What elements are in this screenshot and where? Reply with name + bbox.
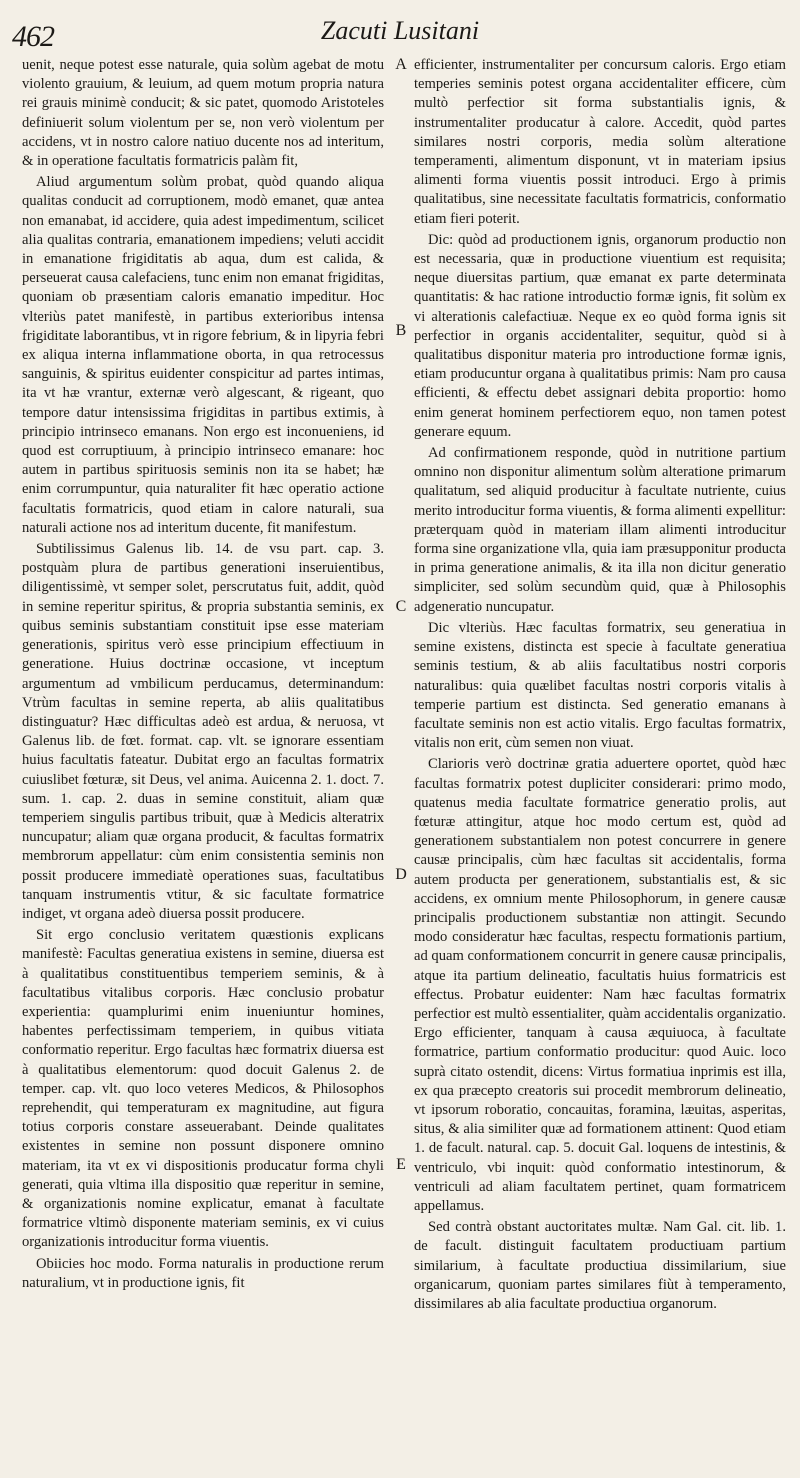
paragraph: uenit, neque potest esse naturale, quia solùm agebat de motu violento grauium, & leuium, ad quem motum propria natura rei grauis minimè conducit; & sic patet, quomodo Aristoteles definiuerit solum violentum per se, non verò violentum per accidens, vt in nostro calore natiuo ducente nos ad interitum, & in operatione facultatis formatricis palàm fit, — [22, 57, 384, 170]
page-number: 462 — [12, 20, 54, 53]
left-column — [22, 56, 384, 1293]
paragraph: Dic: quòd ad productionem ignis, organorum productio non est necessaria, quæ in productione viuentium est requisita; neque diuersitas partium, quæ emanat ex parte determinata quantitatis: & hac ratione introductio formæ ignis, fit solùm ex vi alterationis calefactiuæ. Neque ex eo quòd forma ignis sit perfectior in organis accidentaliter, sequitur, quòd si à qualitatibus disponitur materia pro introductione formæ ignis, etiam producuntur organa à qualitatibus primis: Nam pro causa efficienti, & effectu debet assignari debita proportio: homo enim generat hominem perfectiorem equo, non tamen potest generare equum. — [414, 231, 786, 440]
right-column — [414, 56, 786, 1314]
running-head: Zacuti Lusitani — [320, 16, 480, 45]
paragraph: Dic vlteriùs. Hæc facultas formatrix, seu generatiua in semine existens, distincta est specie à facultate generatiua seminis testium, & ab aliis facultatibus nostri corporis naturalibus: quia quælibet facultas nostri corporis vitalis à temperie partium est distincta. Sed generatio emanans à facultate seminis non est actio vitalis. Ergo facultas formatrix, vitalis non erit, cùm semen non viuat. — [414, 619, 786, 752]
margin-letter-b: B — [395, 322, 407, 339]
paragraph: Ad confirmationem responde, quòd in nutritione partium omnino non disponitur alimentum solùm alteratione primarum qualitatum, sed aliquid producitur à facultate nutriente, cuius merito introducitur forma viuentis, & forma alimenti expellitur: præterquam quòd in materiam illam alimenti introducitur forma sine organizatione vlla, quia iam præsupponitur producta in prima generatione animalis, & ita illa non dicitur generatio simpliciter, sed solùm secundùm quid, quæ à Philosophis adgeneratio nuncupatur. — [414, 445, 786, 615]
paragraph: Sit ergo conclusio veritatem quæstionis explicans manifestè: Facultas generatiua existens in semine, diuersa est à qualitatibus constituentibus temperiem seminis, & à facultatibus vitalibus corporis. Hæc conclusio probatur experientia: quamplurimi enim inueniuntur homines, habentes perfectissimam temperiem, in quibus vitiata conformatio reperitur. Ergo facultas hæc formatrix diuersa est à qualitatibus elementorum: quod docuit Galenus 2. de temper. cap. vlt. quo loco veteres Medicos, & Philosophos reprehendit, qui temperaturam ex magnitudine, aut figura totius corporis constare asseuerabant. Deinde qualitates existentes in semine non possunt disponere omnino materiam, ita vt ex vi dispositionis producatur forma chyli generati, quia vltima illa dispositio quæ reperitur in semine, & organizationis nomine explicatur, emanat à facultate formatrice vltimò disponente materiam seminis, ex vi cuius organizationis introducitur forma viuentis. — [22, 927, 384, 1251]
paragraph: Sed contrà obstant auctoritates multæ. Nam Gal. cit. lib. 1. de facult. distinguit facultatem productiuam partium similarium, à facultate productiua dissimilarium, siue organicarum, quoniam partes similares fiùt à temperamento, dissimilares ab alia facultate productiua organorum. — [414, 1219, 786, 1312]
paragraph: Obiicies hoc modo. Forma naturalis in productione rerum naturalium, vt in productione ignis, fit — [22, 1255, 384, 1291]
paragraph: Subtilissimus Galenus lib. 14. de vsu part. cap. 3. postquàm plura de partibus generationi inseruientibus, diligentissimè, vt semper solet, perscrutatus fuit, addit, quòd in semine reperitur spiritus, & propria substantia seminis, ex quibus seminis substantiam constituit ipse esse materiam generationis, spiritus verò esse principium effectiuum in generatione. Huius doctrinæ occasione, vt inceptum argumentum ad vmbilicum perducamus, determinandum: Vtrùm facultas in semine reperta, ab aliis qualitatibus distinguatur? Hæc difficultas adeò est ardua, & neruosa, vt Galenus lib. de fœt. format. cap. vlt. se ignorare essentiam huius facultatis fateatur. Dubitat ergo an facultas formatrix cuiuslibet fœturæ, sit Deus, vel anima. Auicenna 2. 1. doct. 7. sum. 1. cap. 2. duas in semine constituit, aliam quæ temperiem singulis partibus tribuit, quæ à Medicis alteratrix nuncupatur; aliam quæ organa producit, & facultas formatrix membrorum appellatur: cùm enim consistentia seminis non possit producere immediatè operationes suas, facultatibus tanquam instrumentis vtitur, & sic facultate formatrice indiget, vt organa adeò diuersa possit producere. — [22, 541, 384, 922]
paragraph: efficienter, instrumentaliter per concursum caloris. Ergo etiam temperies seminis potest organa accidentaliter efficere, cùm multò perfectior sit forma substantialis ignis, & instrumentaliter producatur à calore. Accedit, quòd partes similares nostri corporis, media solùm alteratione temperamenti, alimentum disponunt, vt in materiam ipsius alimenti forma viuentis possit introduci. Ergo à primis qualitatibus, sine necessitate facultatis formatricis, conformatio etiam fieri poterit. — [414, 57, 786, 227]
margin-letter-d: D — [395, 866, 407, 883]
margin-letter-e: E — [396, 1156, 406, 1173]
margin-letter-c: C — [395, 598, 407, 615]
paragraph: Aliud argumentum solùm probat, quòd quando aliqua qualitas conducit ad corruptionem, modò emanet, quæ antea non emanabat, id accidere, quia adest impedimentum, scilicet alia qualitas contraria, emanationem impediens; veluti accidit in emanatione frigiditatis ab aqua, dum est calida, & perseuerat causa calefaciens, tunc enim non emanat frigiditas, quoniam ob præsentiam caloris emanatio impeditur. Hoc vlteriùs patet manifestè, in partibus exterioribus intensa frigiditate laborantibus, vt in rigore febrium, & in lipyria febri ex aliqua interna inflammatione oborta, in qua retrocessus sanguinis, & spiritus euidenter conspicitur ad partes intimas, ita vt hæ vrantur, externæ verò algescant, & rigeant, quo tempore datur intensissima frigiditas in partibus extimis, à principio intrinseco emanans. Non ergo est inconueniens, id quod est corruptiuum, à principio intrinseco emanare: hoc autem in partibus spirituosis seminis non ita se habet; hæ enim corrumpuntur, quia naturaliter fit hæc operatio actione facultatis formatricis, quod etiam in calore naturali, sua naturali actione nos ad interitum ducente, fit manifestum. — [22, 174, 384, 536]
page-header — [0, 6, 800, 54]
paragraph: Clarioris verò doctrinæ gratia aduertere oportet, quòd hæc facultas formatrix potest dupliciter considerari: primo modo, quatenus media facultate formatrice generatio prolis, aut fœturæ attingitur, atque hoc modo certum est, quòd ad generationem substantialem non potest concurrere in genere causæ principalis, cùm hæc facultas sit accidentalis, forma autem producta per generationem, substantialis est, & sic accidens, ex omnium mente Philosophorum, in genere causæ principalis productionem substantiæ non attingit. Secundo modo consideratur hæc facultas, respectu formationis partium, ad quam conformationem concurrit in genere causæ principalis, atque ita partium delineatio, facultatis huius formatricis est effectus. Probatur euidenter: Nam hæc facultas formatrix perfectior est multò essentialiter, quàm accidentalis organizatio. Ergo efficienter, tanquam à causa æquiuoca, à facultate formatrice, partium conformatio producitur: quod Auic. loco suprà citato ostendit, dicens: Virtus formatiua inprimis est illa, ex qua præcepto creatoris sui procedit membrorum delineatio, vt ipsorum roboratio, concauitas, foramina, læuitas, asperitas, situs, & alia similiter quæ ad formationem attinent: Quod etiam 1. de facult. natural. cap. 5. docuit Gal. loquens de intestinis, & ventriculo, vbi inquit: quòd conformatio intestinorum, & ventriculi ad aliam facultatem pertinet, quam formatricem appellamus. — [414, 756, 787, 1214]
margin-letter-a: A — [395, 56, 407, 73]
